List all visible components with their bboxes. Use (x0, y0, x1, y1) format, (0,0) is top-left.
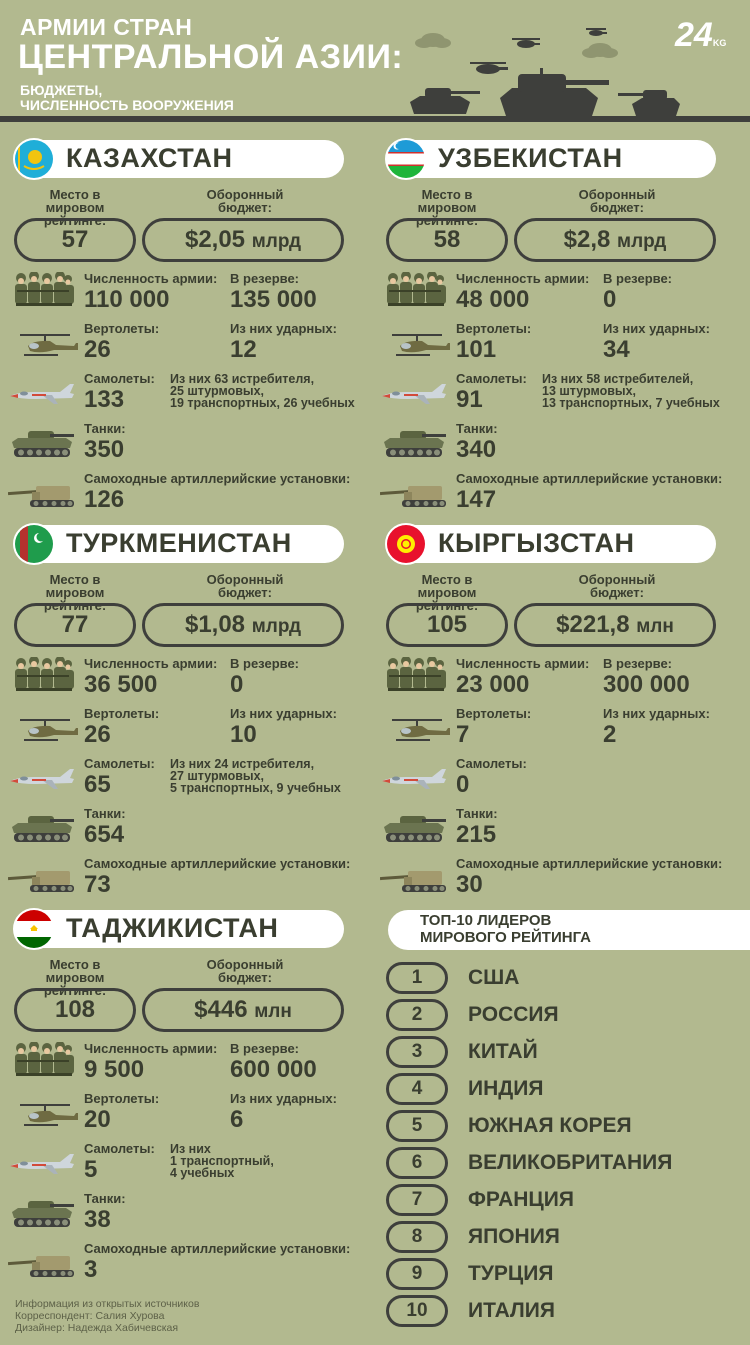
planes-note-line-1: Из них 63 истребителя, (170, 372, 315, 386)
artillery-value: 3 (84, 1256, 98, 1283)
top10-rank-number: 6 (411, 1152, 423, 1173)
rank-label-line-2: рейтинге: (415, 213, 479, 228)
tanks-label: Танки: (84, 806, 126, 821)
artillery-value: 30 (456, 871, 483, 898)
credits (15, 1298, 199, 1334)
reserve-label: В резерве: (603, 656, 673, 671)
budget-unit: млн (636, 616, 674, 637)
title-line-1: АРМИИ СТРАН (20, 14, 193, 40)
artillery-icon (8, 1252, 76, 1280)
budget-label (185, 188, 305, 214)
planes-value: 91 (456, 386, 483, 413)
helicopter-icon (10, 332, 80, 360)
artillery-icon (8, 867, 76, 895)
budget-box (142, 603, 344, 647)
tanks-value: 350 (84, 436, 125, 463)
budget-value: $1,08 (184, 611, 246, 638)
top10-header (388, 910, 750, 950)
top10-country-name: США (468, 966, 520, 989)
top10-rank-number: 3 (411, 1041, 423, 1062)
budget-unit: млрд (251, 231, 302, 252)
top10-rank-number: 10 (406, 1300, 428, 1321)
rank-value: 108 (54, 996, 96, 1023)
rank-label-line-1: Место в мировом (417, 572, 477, 600)
country-header-turkmenistan (14, 525, 344, 563)
planes-label: Самолеты: (84, 756, 155, 771)
planes-value: 65 (84, 771, 111, 798)
flag-kyrgyzstan-icon (385, 523, 427, 565)
soldiers-icon (12, 1042, 76, 1078)
credits-correspondent: Корреспондент: Салия Хурова (15, 1310, 165, 1322)
rank-label-line-2: рейтинге: (43, 213, 107, 228)
reserve-label: В резерве: (230, 1041, 300, 1056)
top10-title (420, 912, 591, 946)
rank-value: 57 (61, 226, 89, 253)
budget-unit: млрд (617, 231, 667, 252)
budget-value: $2,8 (563, 226, 611, 253)
logo-number: 24 (675, 16, 713, 54)
attack-value: 2 (603, 721, 617, 748)
budget-label-line-1: Оборонный (578, 572, 656, 587)
reserve-value: 600 000 (230, 1056, 317, 1083)
artillery-label: Самоходные артиллерийские установки: (456, 471, 723, 486)
flag-turkmenistan-icon (13, 523, 55, 565)
budget-label (185, 573, 305, 599)
country-header-kazakhstan (14, 140, 344, 178)
top10-rank-number: 5 (411, 1115, 423, 1136)
reserve-value: 0 (603, 286, 617, 313)
top10-country-name: ИТАЛИЯ (468, 1299, 555, 1322)
top10-rank-box (386, 999, 448, 1031)
budget-label-line-1: Оборонный (206, 572, 284, 587)
artillery-value: 73 (84, 871, 111, 898)
planes-note-line-2: 27 штурмовых, (170, 769, 264, 783)
helicopters-label: Вертолеты: (84, 706, 160, 721)
country-name: КЫРГЫЗСТАН (438, 528, 635, 558)
army-value: 48 000 (456, 286, 530, 313)
flag-uzbekistan-icon (385, 138, 427, 180)
logo-suffix: KG (712, 38, 727, 48)
plane-icon (8, 380, 78, 408)
ground-line (0, 116, 750, 122)
planes-note-line-3: 5 транспортных, 9 учебных (170, 781, 341, 795)
planes-note-line-3: 13 транспортных, 7 учебных (542, 396, 720, 410)
plane-icon (380, 380, 450, 408)
subtitle (20, 83, 300, 113)
rank-box (14, 218, 136, 262)
army-value: 9 500 (84, 1056, 145, 1083)
top10-country-name: КИТАЙ (468, 1040, 538, 1063)
planes-note-line-1: Из них 58 истребителей, (542, 372, 694, 386)
rank-label-line-1: Место в мировом (45, 572, 105, 600)
planes-note-line-3: 19 транспортных, 26 учебных (170, 396, 355, 410)
helicopters-value: 20 (84, 1106, 111, 1133)
planes-note-line-2: 13 штурмовых, (542, 384, 636, 398)
top10-country-name: ИНДИЯ (468, 1077, 544, 1100)
planes-note-line-2: 25 штурмовых, (170, 384, 264, 398)
rank-label-line-1: Место в мировом (417, 187, 477, 215)
rank-label-line-2: рейтинге: (43, 983, 107, 998)
budget-label-line-2: бюджет: (217, 970, 272, 985)
attack-value: 34 (603, 336, 630, 363)
army-label: Численность армии: (84, 271, 218, 286)
attack-label: Из них ударных: (230, 706, 337, 721)
rank-box (14, 603, 136, 647)
budget-label (557, 573, 677, 599)
budget-label-line-2: бюджет: (589, 585, 644, 600)
rank-label-line-2: рейтинге: (415, 598, 479, 613)
planes-note (542, 373, 720, 409)
top10-title-line-2: МИРОВОГО РЕЙТИНГА (420, 929, 591, 946)
artillery-label: Самоходные артиллерийские установки: (84, 1241, 351, 1256)
top10-rank-box (386, 1110, 448, 1142)
top10-rank-box (386, 962, 448, 994)
attack-label: Из них ударных: (603, 321, 710, 336)
top10-rank-number: 2 (411, 1004, 423, 1025)
planes-value: 0 (456, 771, 470, 798)
attack-value: 6 (230, 1106, 244, 1133)
soldiers-icon (384, 657, 448, 693)
artillery-label: Самоходные артиллерийские установки: (456, 856, 723, 871)
country-name: УЗБЕКИСТАН (438, 143, 623, 173)
helicopter-icon (10, 717, 80, 745)
attack-value: 12 (230, 336, 257, 363)
budget-box (514, 218, 716, 262)
artillery-value: 126 (84, 486, 125, 513)
budget-box (142, 988, 344, 1032)
budget-label-line-2: бюджет: (589, 200, 644, 215)
top10-rank-number: 1 (411, 967, 423, 988)
top10-country-name: ЯПОНИЯ (468, 1225, 560, 1248)
budget-unit: млрд (251, 616, 302, 637)
budget-label-line-1: Оборонный (206, 957, 284, 972)
top10-title-line-1: ТОП-10 ЛИДЕРОВ (420, 912, 552, 929)
top10-rank-number: 4 (411, 1078, 423, 1099)
tanks-label: Танки: (456, 421, 498, 436)
planes-note (170, 758, 341, 794)
tank-icon (10, 813, 76, 845)
attack-label: Из них ударных: (603, 706, 710, 721)
credits-source: Информация из открытых источников (15, 1298, 200, 1310)
artillery-icon (8, 482, 76, 510)
attack-value: 10 (230, 721, 257, 748)
artillery-label: Самоходные артиллерийские установки: (84, 471, 351, 486)
budget-box (142, 218, 344, 262)
tank-icon (382, 813, 448, 845)
reserve-value: 135 000 (230, 286, 317, 313)
top10-country-name: ФРАНЦИЯ (468, 1188, 574, 1211)
planes-note-line-3: 4 учебных (170, 1166, 235, 1180)
plane-icon (8, 765, 78, 793)
helicopters-label: Вертолеты: (456, 706, 532, 721)
rank-value: 105 (426, 611, 468, 638)
budget-label-line-1: Оборонный (578, 187, 656, 202)
helicopter-icon (382, 332, 452, 360)
country-header-kyrgyzstan (386, 525, 716, 563)
planes-note-line-1: Из них (170, 1142, 211, 1156)
top10-rank-number: 7 (411, 1189, 423, 1210)
tanks-value: 654 (84, 821, 125, 848)
flag-tajikistan-icon (13, 908, 55, 950)
planes-label: Самолеты: (456, 756, 527, 771)
top10-rank-box (386, 1184, 448, 1216)
subtitle-line-2: ЧИСЛЕННОСТЬ ВООРУЖЕНИЯ (20, 97, 234, 113)
planes-label: Самолеты: (456, 371, 527, 386)
top10-rank-number: 9 (411, 1263, 423, 1284)
soldiers-icon (12, 657, 76, 693)
credits-designer: Дизайнер: Надежда Хабичевская (15, 1322, 179, 1334)
budget-label-line-2: бюджет: (217, 200, 272, 215)
artillery-icon (380, 867, 448, 895)
tank-icon (382, 428, 448, 460)
top10-rank-number: 8 (411, 1226, 423, 1247)
plane-icon (8, 1150, 78, 1178)
planes-note (170, 1143, 274, 1179)
country-header-uzbekistan (386, 140, 716, 178)
header-military-silhouettes (400, 22, 680, 118)
top10-country-name: ЮЖНАЯ КОРЕЯ (468, 1114, 632, 1137)
artillery-label: Самоходные артиллерийские установки: (84, 856, 351, 871)
artillery-value: 147 (456, 486, 497, 513)
budget-label-line-2: бюджет: (217, 585, 272, 600)
helicopters-label: Вертолеты: (84, 1091, 160, 1106)
rank-label-line-1: Место в мировом (45, 957, 105, 985)
budget-value: $221,8 (556, 611, 630, 638)
tanks-value: 215 (456, 821, 497, 848)
army-value: 23 000 (456, 671, 530, 698)
reserve-value: 300 000 (603, 671, 690, 698)
budget-value: $446 (194, 996, 248, 1023)
tanks-label: Танки: (84, 1191, 126, 1206)
soldiers-icon (384, 272, 448, 308)
budget-label (557, 188, 677, 214)
attack-label: Из них ударных: (230, 321, 337, 336)
rank-value: 77 (61, 611, 89, 638)
reserve-label: В резерве: (230, 271, 300, 286)
plane-icon (380, 765, 450, 793)
rank-box (386, 218, 508, 262)
army-value: 36 500 (84, 671, 158, 698)
subtitle-line-1: БЮДЖЕТЫ, (20, 82, 103, 98)
rank-box (14, 988, 136, 1032)
logo-24kg (675, 16, 726, 55)
artillery-icon (380, 482, 448, 510)
planes-value: 5 (84, 1156, 98, 1183)
helicopters-value: 26 (84, 336, 111, 363)
top10-rank-box (386, 1221, 448, 1253)
tanks-label: Танки: (84, 421, 126, 436)
helicopters-label: Вертолеты: (84, 321, 160, 336)
country-name: КАЗАХСТАН (66, 143, 233, 173)
planes-label: Самолеты: (84, 1141, 155, 1156)
top10-rank-box (386, 1147, 448, 1179)
helicopters-value: 7 (456, 721, 470, 748)
soldiers-icon (12, 272, 76, 308)
planes-value: 133 (84, 386, 125, 413)
rank-label-line-2: рейтинге: (43, 598, 107, 613)
top10-rank-box (386, 1258, 448, 1290)
reserve-label: В резерве: (603, 271, 673, 286)
planes-note (170, 373, 355, 409)
rank-value: 58 (433, 226, 461, 253)
tanks-label: Танки: (456, 806, 498, 821)
army-label: Численность армии: (456, 271, 590, 286)
tanks-value: 38 (84, 1206, 111, 1233)
tank-icon (10, 1198, 76, 1230)
army-label: Численность армии: (84, 1041, 218, 1056)
tanks-value: 340 (456, 436, 497, 463)
top10-country-name: ВЕЛИКОБРИТАНИЯ (468, 1151, 673, 1174)
rank-label-line-1: Место в мировом (45, 187, 105, 215)
rank-box (386, 603, 508, 647)
helicopters-label: Вертолеты: (456, 321, 532, 336)
tank-icon (10, 428, 76, 460)
budget-unit: млн (254, 1001, 292, 1022)
top10-rank-box (386, 1036, 448, 1068)
country-name: ТУРКМЕНИСТАН (66, 528, 292, 558)
top10-country-name: РОССИЯ (468, 1003, 559, 1026)
attack-label: Из них ударных: (230, 1091, 337, 1106)
army-label: Численность армии: (84, 656, 218, 671)
reserve-label: В резерве: (230, 656, 300, 671)
flag-kazakhstan-icon (13, 138, 55, 180)
top10-country-name: ТУРЦИЯ (468, 1262, 554, 1285)
helicopters-value: 101 (456, 336, 497, 363)
army-value: 110 000 (84, 286, 170, 313)
planes-note-line-2: 1 транспортный, (170, 1154, 274, 1168)
title-line-2: ЦЕНТРАЛЬНОЙ АЗИИ: (18, 38, 404, 76)
budget-label (185, 958, 305, 984)
budget-value: $2,05 (184, 226, 246, 253)
army-label: Численность армии: (456, 656, 590, 671)
planes-label: Самолеты: (84, 371, 155, 386)
budget-box (514, 603, 716, 647)
reserve-value: 0 (230, 671, 244, 698)
helicopter-icon (382, 717, 452, 745)
country-header-tajikistan (14, 910, 344, 948)
helicopter-icon (10, 1102, 80, 1130)
top10-rank-box (386, 1073, 448, 1105)
top10-rank-box (386, 1295, 448, 1327)
country-name: ТАДЖИКИСТАН (66, 913, 279, 943)
helicopters-value: 26 (84, 721, 111, 748)
budget-label-line-1: Оборонный (206, 187, 284, 202)
planes-note-line-1: Из них 24 истребителя, (170, 757, 315, 771)
